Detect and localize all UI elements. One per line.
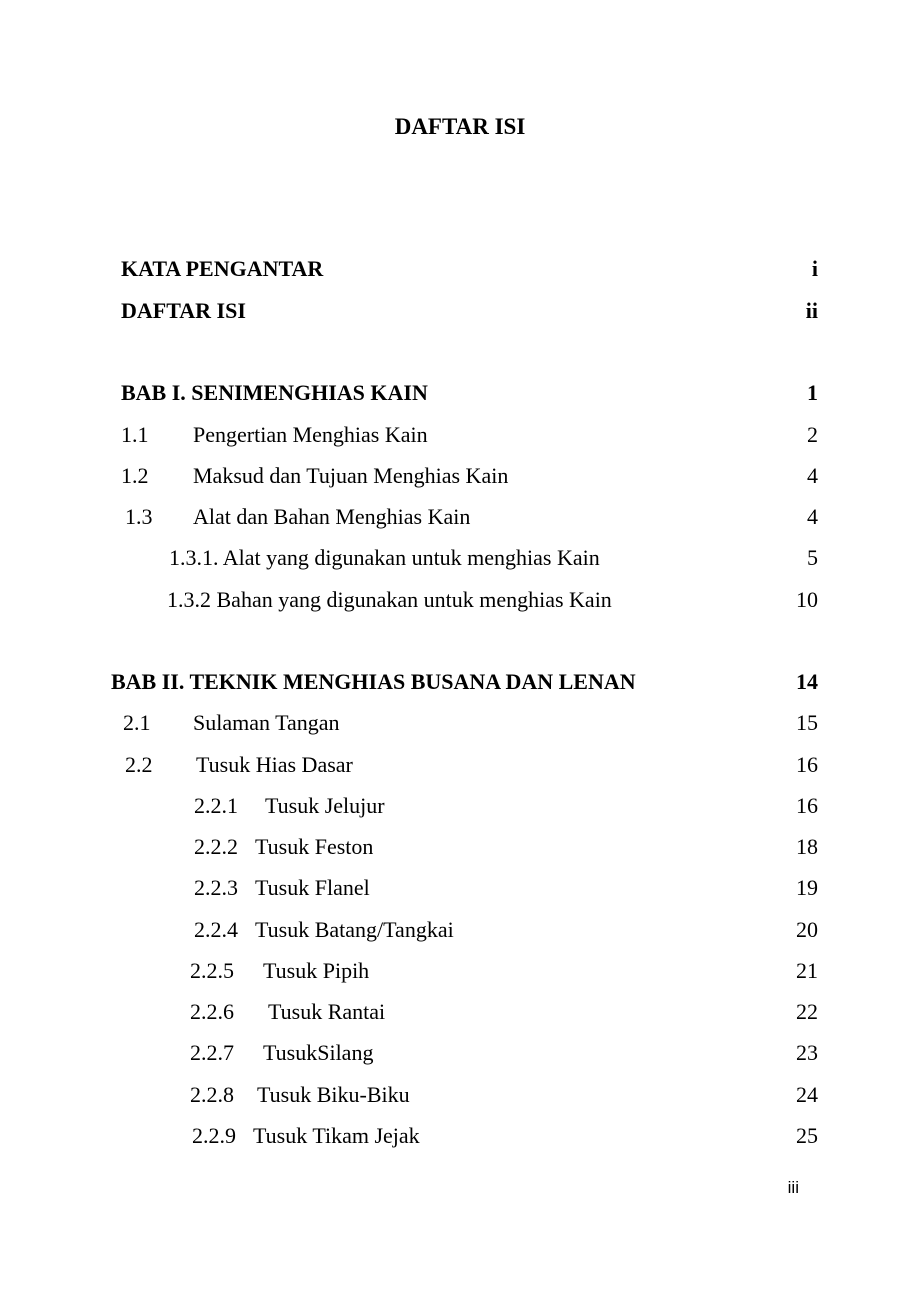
- toc-entry-number: 2.2.3: [194, 875, 238, 900]
- toc-page-number: 24: [796, 1082, 818, 1107]
- toc-page-number: 5: [807, 545, 818, 570]
- toc-page-number: 16: [796, 752, 818, 777]
- toc-page-number: 19: [796, 875, 818, 900]
- toc-page-number: 15: [796, 710, 818, 735]
- toc-page-number: 4: [807, 504, 818, 529]
- toc-entry-text: DAFTAR ISI: [121, 298, 246, 323]
- toc-entry-number: 2.2.1: [194, 793, 238, 818]
- toc-page-number: 2: [807, 422, 818, 447]
- toc-entry-text: Tusuk Batang/Tangkai: [255, 917, 454, 942]
- toc-page-number: 16: [796, 793, 818, 818]
- toc-page-number: i: [811, 256, 818, 281]
- page-title: DAFTAR ISI: [394, 114, 526, 139]
- toc-entry-number: 1.3: [125, 504, 153, 529]
- toc-entry-number: 1.1: [121, 422, 149, 447]
- toc-entry-text: Pengertian Menghias Kain: [193, 422, 428, 447]
- toc-entry-number: 1.2: [121, 463, 149, 488]
- toc-entry-text: Tusuk Pipih: [263, 958, 370, 983]
- toc-page-number: 18: [796, 834, 818, 859]
- toc-entry-text: Sulaman Tangan: [193, 710, 340, 735]
- page-number-footer: iii: [787, 1178, 799, 1197]
- toc-page-number: 10: [796, 587, 818, 612]
- toc-page-number: ii: [805, 298, 818, 323]
- toc-entry-number: 2.2.8: [190, 1082, 234, 1107]
- toc-entry-number: 2.2.9: [192, 1123, 236, 1148]
- toc-entry-text: 1.3.1. Alat yang digunakan untuk menghias Kain: [169, 545, 600, 570]
- toc-entry-text: Tusuk Flanel: [255, 875, 370, 900]
- toc-page-number: 20: [796, 917, 818, 942]
- toc-entry-number: 2.2.4: [194, 917, 238, 942]
- toc-page-number: 22: [796, 999, 818, 1024]
- toc-entry-number: 2.1: [123, 710, 151, 735]
- toc-page-number: 1: [807, 380, 818, 405]
- toc-entry-text: Tusuk Rantai: [268, 999, 386, 1024]
- toc-entry-text: Maksud dan Tujuan Menghias Kain: [193, 463, 509, 488]
- toc-entry-number: 2.2.2: [194, 834, 238, 859]
- toc-entry-number: 2.2.7: [190, 1040, 234, 1065]
- toc-entry-number: 2.2.5: [190, 958, 234, 983]
- toc-entry-text: BAB II. TEKNIK MENGHIAS BUSANA DAN LENAN: [111, 669, 636, 694]
- toc-entry-text: Tusuk Hias Dasar: [196, 752, 353, 777]
- toc-page-number: 23: [796, 1040, 818, 1065]
- toc-entry-text: 1.3.2 Bahan yang digunakan untuk menghias Kain: [167, 587, 612, 612]
- toc-page-number: 4: [807, 463, 818, 488]
- toc-entry-text: Alat dan Bahan Menghias Kain: [193, 504, 471, 529]
- toc-page-number: 21: [796, 958, 818, 983]
- toc-entry-number: 2.2.6: [190, 999, 234, 1024]
- toc-entry-text: Tusuk Biku-Biku: [257, 1082, 410, 1107]
- toc-entry-text: Tusuk Jelujur: [265, 793, 385, 818]
- toc-entry-number: 2.2: [125, 752, 153, 777]
- toc-page-number: 14: [796, 669, 818, 694]
- toc-entry-text: KATA PENGANTAR: [121, 256, 324, 281]
- toc-entry-text: Tusuk Feston: [255, 834, 374, 859]
- toc-entry-text: Tusuk Tikam Jejak: [253, 1123, 420, 1148]
- toc-entry-text: TusukSilang: [263, 1040, 374, 1065]
- toc-page-number: 25: [796, 1123, 818, 1148]
- toc-entry-text: BAB I. SENIMENGHIAS KAIN: [121, 380, 428, 405]
